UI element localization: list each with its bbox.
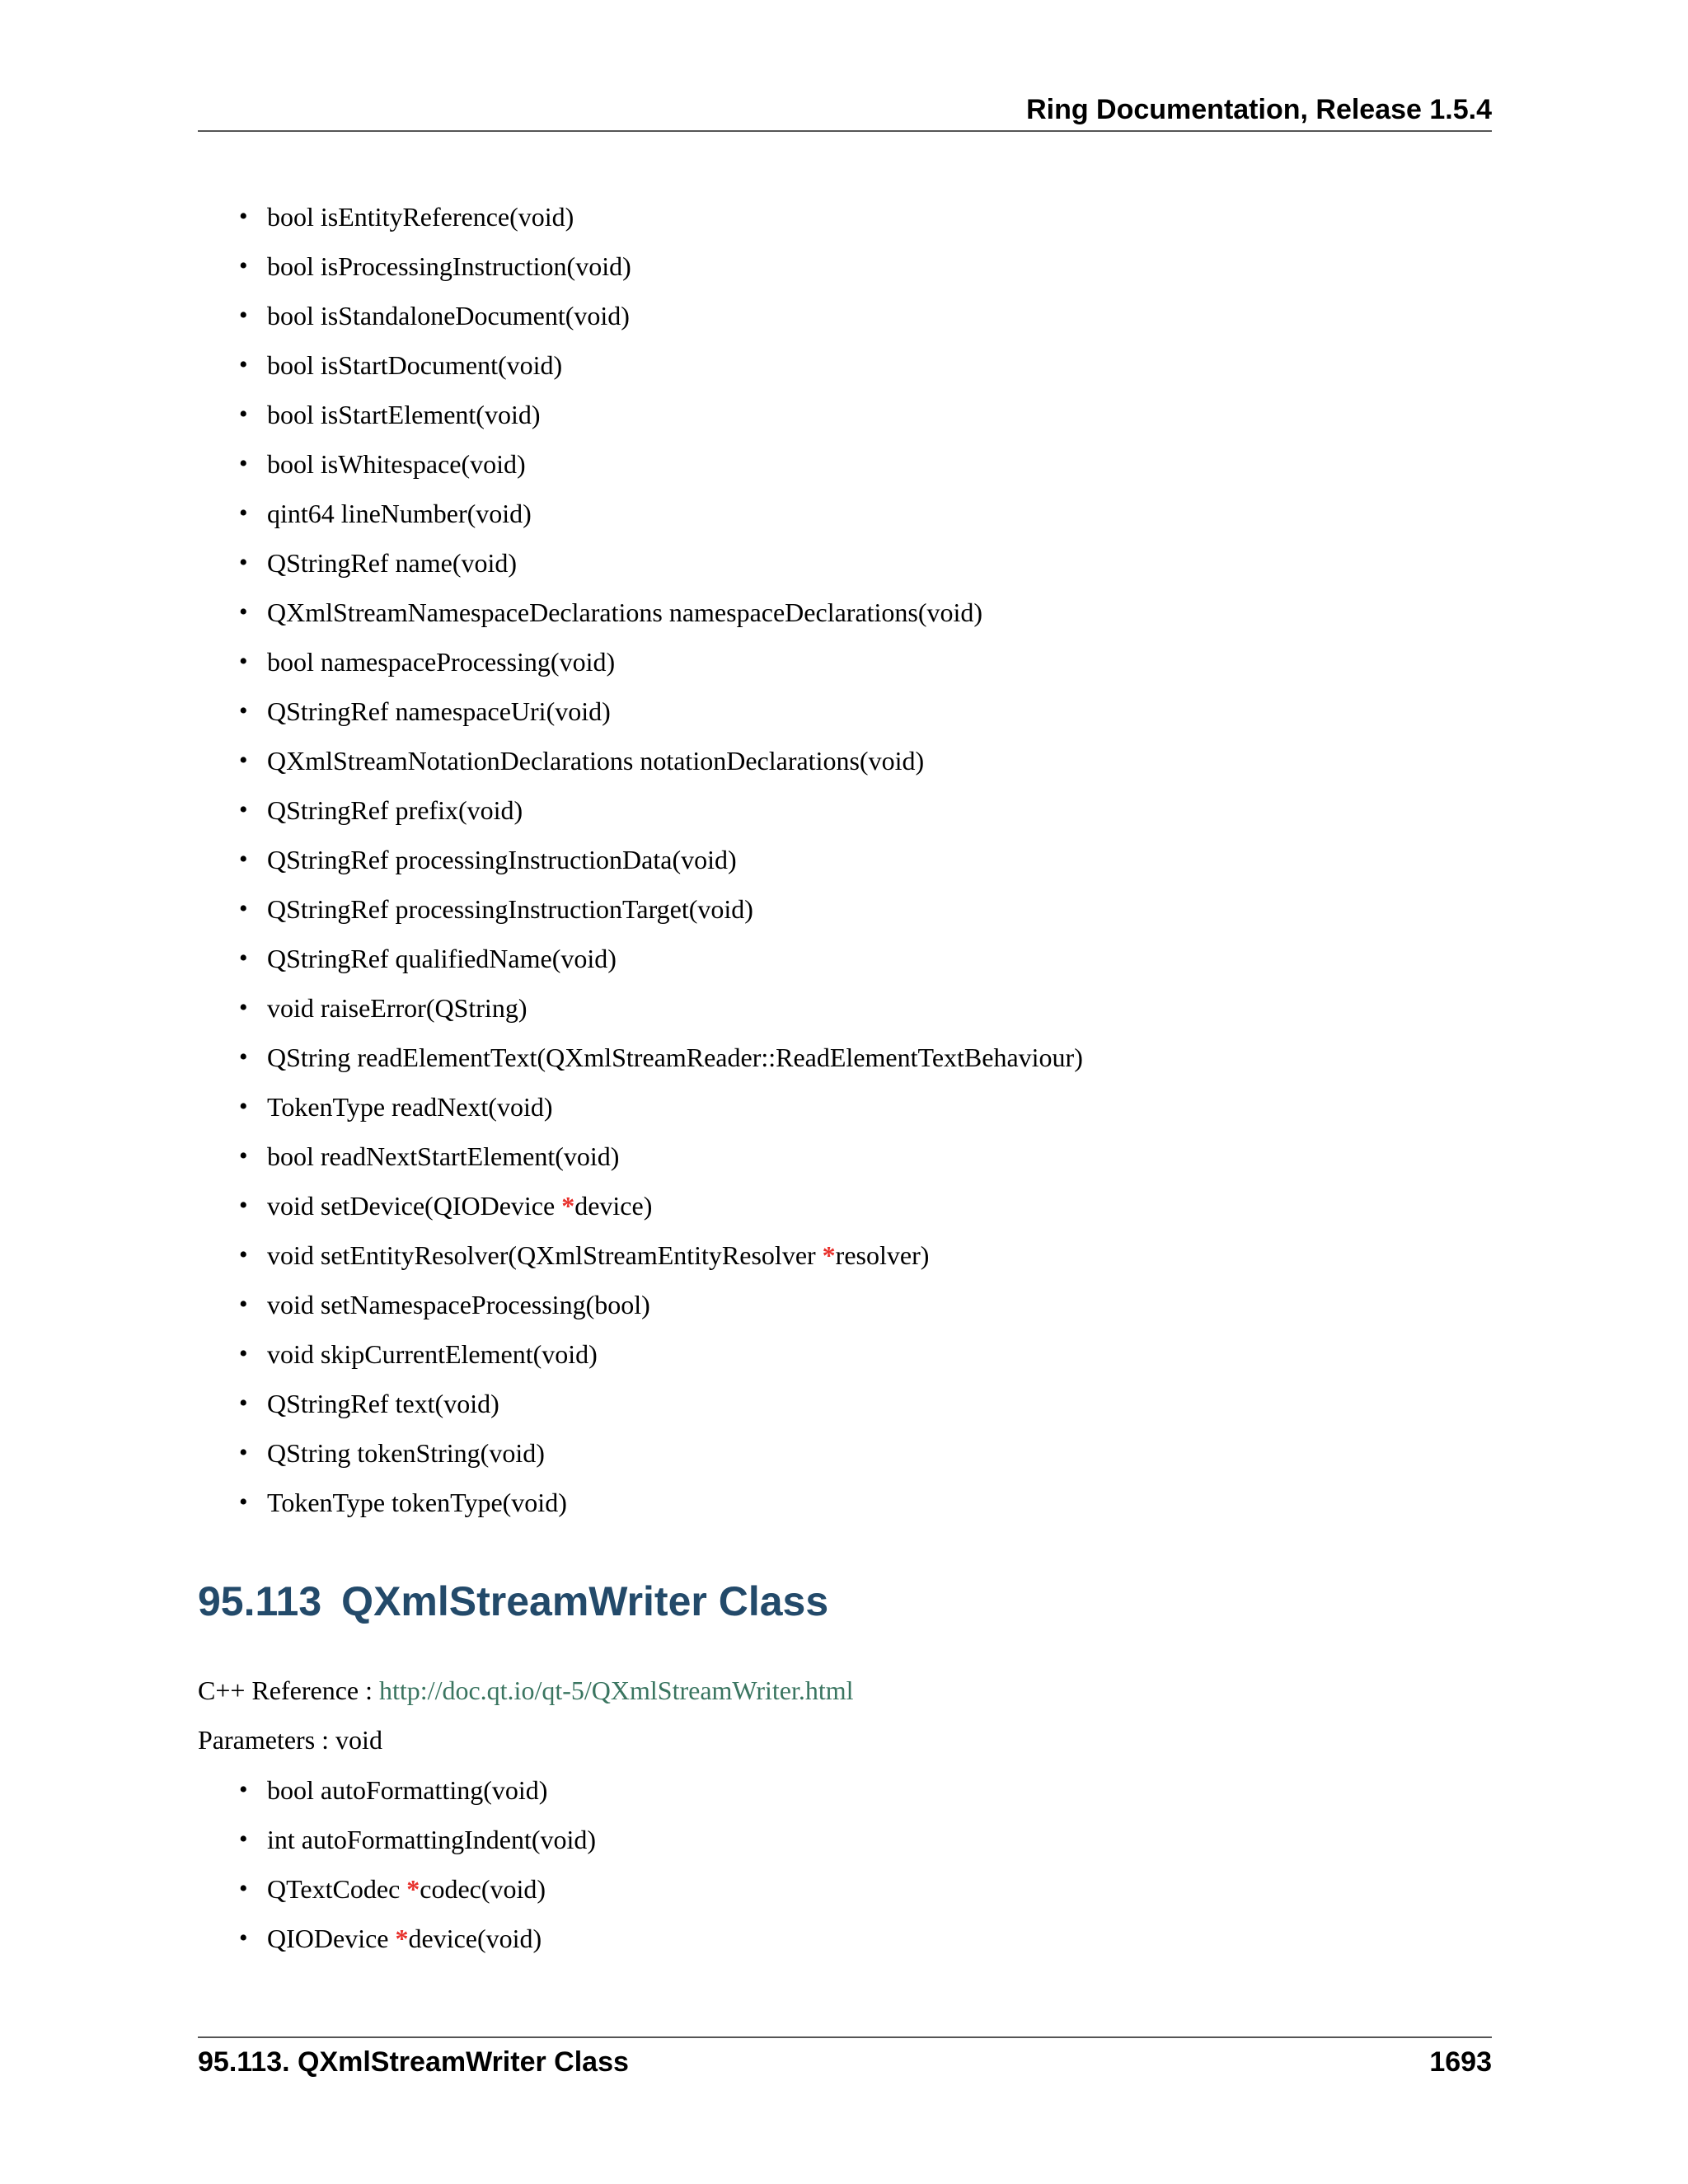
bullet-icon: •	[239, 1439, 248, 1466]
bullet-icon: •	[239, 846, 248, 873]
method-signature: QStringRef namespaceUri(void)	[267, 696, 611, 726]
document-title: Ring Documentation, Release 1.5.4	[1026, 94, 1492, 125]
method-signature-end: codec(void)	[420, 1874, 546, 1904]
method-item	[239, 785, 1083, 835]
bullet-icon: •	[239, 252, 248, 279]
method-item	[239, 291, 1083, 340]
bullet-icon: •	[239, 1291, 248, 1318]
bullet-icon: •	[239, 1776, 248, 1803]
method-signature: QStringRef processingInstructionData(void)	[267, 845, 737, 874]
method-item	[239, 1280, 1083, 1329]
page-number: 1693	[1429, 2046, 1492, 2078]
method-item	[239, 1181, 1083, 1230]
method-signature: void setNamespaceProcessing(bool)	[267, 1290, 650, 1319]
method-signature: TokenType readNext(void)	[267, 1092, 553, 1122]
method-item	[239, 1082, 1083, 1132]
bullet-icon: •	[239, 450, 248, 477]
method-signature: qint64 lineNumber(void)	[267, 499, 532, 528]
method-item	[239, 1864, 596, 1914]
pointer-asterisk: *	[406, 1874, 420, 1904]
method-item	[239, 983, 1083, 1033]
page-footer	[198, 2036, 1492, 2088]
bullet-icon: •	[239, 1340, 248, 1367]
bullet-icon: •	[239, 1488, 248, 1516]
method-item	[239, 835, 1083, 884]
method-signature-end: device)	[574, 1191, 653, 1221]
method-signature: QStringRef prefix(void)	[267, 795, 523, 825]
method-signature: QStringRef name(void)	[267, 548, 518, 578]
method-signature: void raiseError(QString)	[267, 993, 528, 1023]
method-signature: bool isWhitespace(void)	[267, 449, 526, 479]
method-item	[239, 884, 1083, 934]
bullet-icon: •	[239, 994, 248, 1021]
method-signature: bool isProcessingInstruction(void)	[267, 251, 631, 281]
method-item	[239, 1230, 1083, 1280]
bullet-icon: •	[239, 648, 248, 675]
method-item	[239, 489, 1083, 538]
method-signature: QStringRef text(void)	[267, 1389, 499, 1418]
method-item	[239, 1914, 596, 1963]
method-signature: bool namespaceProcessing(void)	[267, 647, 616, 677]
bullet-icon: •	[239, 302, 248, 329]
method-item	[239, 1815, 596, 1864]
method-item	[239, 1428, 1083, 1478]
method-item	[239, 390, 1083, 439]
method-item	[239, 1132, 1083, 1181]
bullet-icon: •	[239, 1924, 248, 1952]
bullet-icon: •	[239, 1093, 248, 1120]
method-signature: QString readElementText(QXmlStreamReader::ReadElementTextBehaviour)	[267, 1043, 1083, 1072]
pointer-asterisk: *	[395, 1924, 409, 1953]
method-item	[239, 934, 1083, 983]
method-signature: bool isStartElement(void)	[267, 400, 541, 429]
section-title: QXmlStreamWriter Class	[341, 1578, 829, 1624]
writer-method-list	[239, 1765, 596, 1963]
bullet-icon: •	[239, 598, 248, 626]
method-signature: bool readNextStartElement(void)	[267, 1141, 620, 1171]
method-item	[239, 736, 1083, 785]
bullet-icon: •	[239, 1241, 248, 1268]
pointer-asterisk: *	[561, 1191, 575, 1221]
method-item	[239, 192, 1083, 241]
bullet-icon: •	[239, 944, 248, 972]
parameters-text: Parameters : void	[198, 1725, 382, 1755]
method-signature-start: QTextCodec	[267, 1874, 407, 1904]
method-item	[239, 588, 1083, 637]
method-item	[239, 637, 1083, 687]
method-signature: QString tokenString(void)	[267, 1438, 545, 1468]
cpp-reference-link[interactable]: http://doc.qt.io/qt-5/QXmlStreamWriter.html	[379, 1675, 854, 1705]
reader-method-list	[239, 192, 1083, 1527]
bullet-icon: •	[239, 747, 248, 774]
method-signature: bool isStandaloneDocument(void)	[267, 301, 630, 330]
method-signature: bool autoFormatting(void)	[267, 1775, 548, 1805]
method-item	[239, 1329, 1083, 1379]
method-signature-end: device(void)	[408, 1924, 542, 1953]
bullet-icon: •	[239, 351, 248, 378]
bullet-icon: •	[239, 1192, 248, 1219]
cpp-reference	[198, 1674, 854, 1707]
method-item	[239, 1379, 1083, 1428]
bullet-icon: •	[239, 1043, 248, 1071]
page-header	[198, 89, 1492, 132]
pointer-asterisk: *	[822, 1240, 836, 1270]
method-item	[239, 340, 1083, 390]
section-heading	[198, 1577, 828, 1625]
method-signature: bool isEntityReference(void)	[267, 202, 574, 232]
bullet-icon: •	[239, 203, 248, 230]
method-signature: int autoFormattingIndent(void)	[267, 1825, 597, 1854]
method-signature: void skipCurrentElement(void)	[267, 1339, 598, 1369]
bullet-icon: •	[239, 499, 248, 527]
bullet-icon: •	[239, 697, 248, 724]
section-number: 95.113	[198, 1578, 322, 1624]
bullet-icon: •	[239, 549, 248, 576]
bullet-icon: •	[239, 895, 248, 922]
method-signature-start: void setEntityResolver(QXmlStreamEntityResolver	[267, 1240, 823, 1270]
bullet-icon: •	[239, 1825, 248, 1853]
bullet-icon: •	[239, 796, 248, 823]
method-signature-start: QIODevice	[267, 1924, 396, 1953]
cpp-reference-label: C++ Reference :	[198, 1675, 379, 1705]
method-signature: bool isStartDocument(void)	[267, 350, 563, 380]
method-item	[239, 1478, 1083, 1527]
bullet-icon: •	[239, 401, 248, 428]
method-item	[239, 687, 1083, 736]
method-signature: TokenType tokenType(void)	[267, 1488, 567, 1517]
method-item	[239, 241, 1083, 291]
method-signature-end: resolver)	[835, 1240, 930, 1270]
method-signature-start: void setDevice(QIODevice	[267, 1191, 562, 1221]
footer-section-title: 95.113. QXmlStreamWriter Class	[198, 2046, 629, 2078]
method-item	[239, 1765, 596, 1815]
method-signature: QXmlStreamNotationDeclarations notationDeclarations(void)	[267, 746, 925, 776]
method-item	[239, 439, 1083, 489]
method-signature: QStringRef qualifiedName(void)	[267, 944, 617, 973]
method-item	[239, 538, 1083, 588]
bullet-icon: •	[239, 1875, 248, 1902]
bullet-icon: •	[239, 1142, 248, 1169]
method-signature: QXmlStreamNamespaceDeclarations namespaceDeclarations(void)	[267, 598, 983, 627]
method-signature: QStringRef processingInstructionTarget(void)	[267, 894, 753, 924]
method-item	[239, 1033, 1083, 1082]
bullet-icon: •	[239, 1390, 248, 1417]
